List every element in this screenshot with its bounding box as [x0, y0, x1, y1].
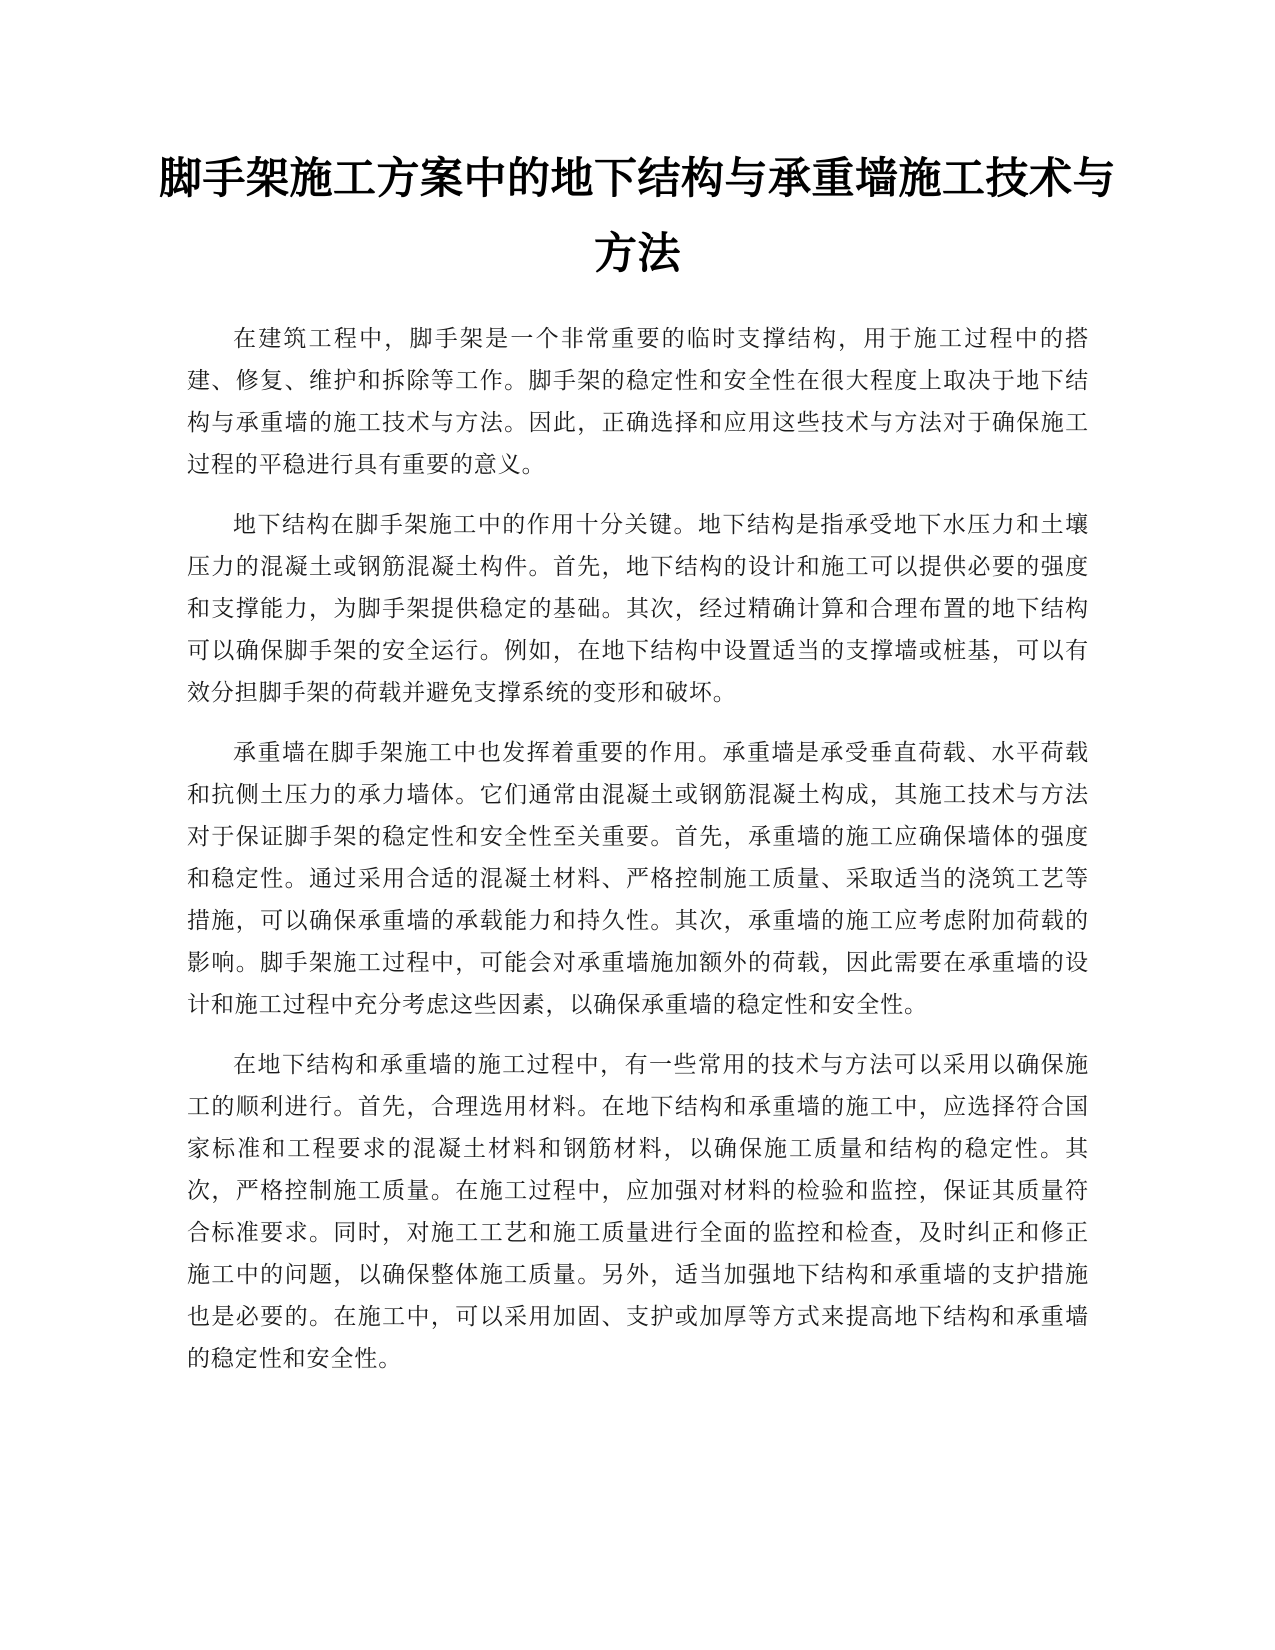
document-title: 脚手架施工方案中的地下结构与承重墙施工技术与方法 [159, 154, 1116, 279]
paragraph-intro: 在建筑工程中，脚手架是一个非常重要的临时支撑结构，用于施工过程中的搭建、修复、维护和拆除等工作。脚手架的稳定性和安全性在很大程度上取决于地下结构与承重墙的施工技术与方法。因此，正确选择和应用这些技术与方法对于确保施工过程的平稳进行具有重要的意义。 [187, 326, 1089, 478]
document-body [187, 318, 1089, 1398]
paragraph-construction-methods: 在地下结构和承重墙的施工过程中，有一些常用的技术与方法可以采用以确保施工的顺利进行。首先，合理选用材料。在地下结构和承重墙的施工中，应选择符合国家标准和工程要求的混凝土材料和钢筋材料，以确保施工质量和结构的稳定性。其次，严格控制施工质量。在施工过程中，应加强对材料的检验和监控，保证其质量符合标准要求。同时，对施工工艺和施工质量进行全面的监控和检查，及时纠正和修正施工中的问题，以确保整体施工质量。另外，适当加强地下结构和承重墙的支护措施也是必要的。在施工中，可以采用加固、支护或加厚等方式来提高地下结构和承重墙的稳定性和安全性。 [187, 1052, 1089, 1372]
paragraph-load-bearing-wall: 承重墙在脚手架施工中也发挥着重要的作用。承重墙是承受垂直荷载、水平荷载和抗侧土压力的承力墙体。它们通常由混凝土或钢筋混凝土构成，其施工技术与方法对于保证脚手架的稳定性和安全性至关重要。首先，承重墙的施工应确保墙体的强度和稳定性。通过采用合适的混凝土材料、严格控制施工质量、采取适当的浇筑工艺等措施，可以确保承重墙的承载能力和持久性。其次，承重墙的施工应考虑附加荷载的影响。脚手架施工过程中，可能会对承重墙施加额外的荷载，因此需要在承重墙的设计和施工过程中充分考虑这些因素，以确保承重墙的稳定性和安全性。 [187, 740, 1089, 1018]
paragraph-underground-structure: 地下结构在脚手架施工中的作用十分关键。地下结构是指承受地下水压力和土壤压力的混凝土或钢筋混凝土构件。首先，地下结构的设计和施工可以提供必要的强度和支撑能力，为脚手架提供稳定的基础。其次，经过精确计算和合理布置的地下结构可以确保脚手架的安全运行。例如，在地下结构中设置适当的支撑墙或桩基，可以有效分担脚手架的荷载并避免支撑系统的变形和破坏。 [187, 512, 1089, 706]
